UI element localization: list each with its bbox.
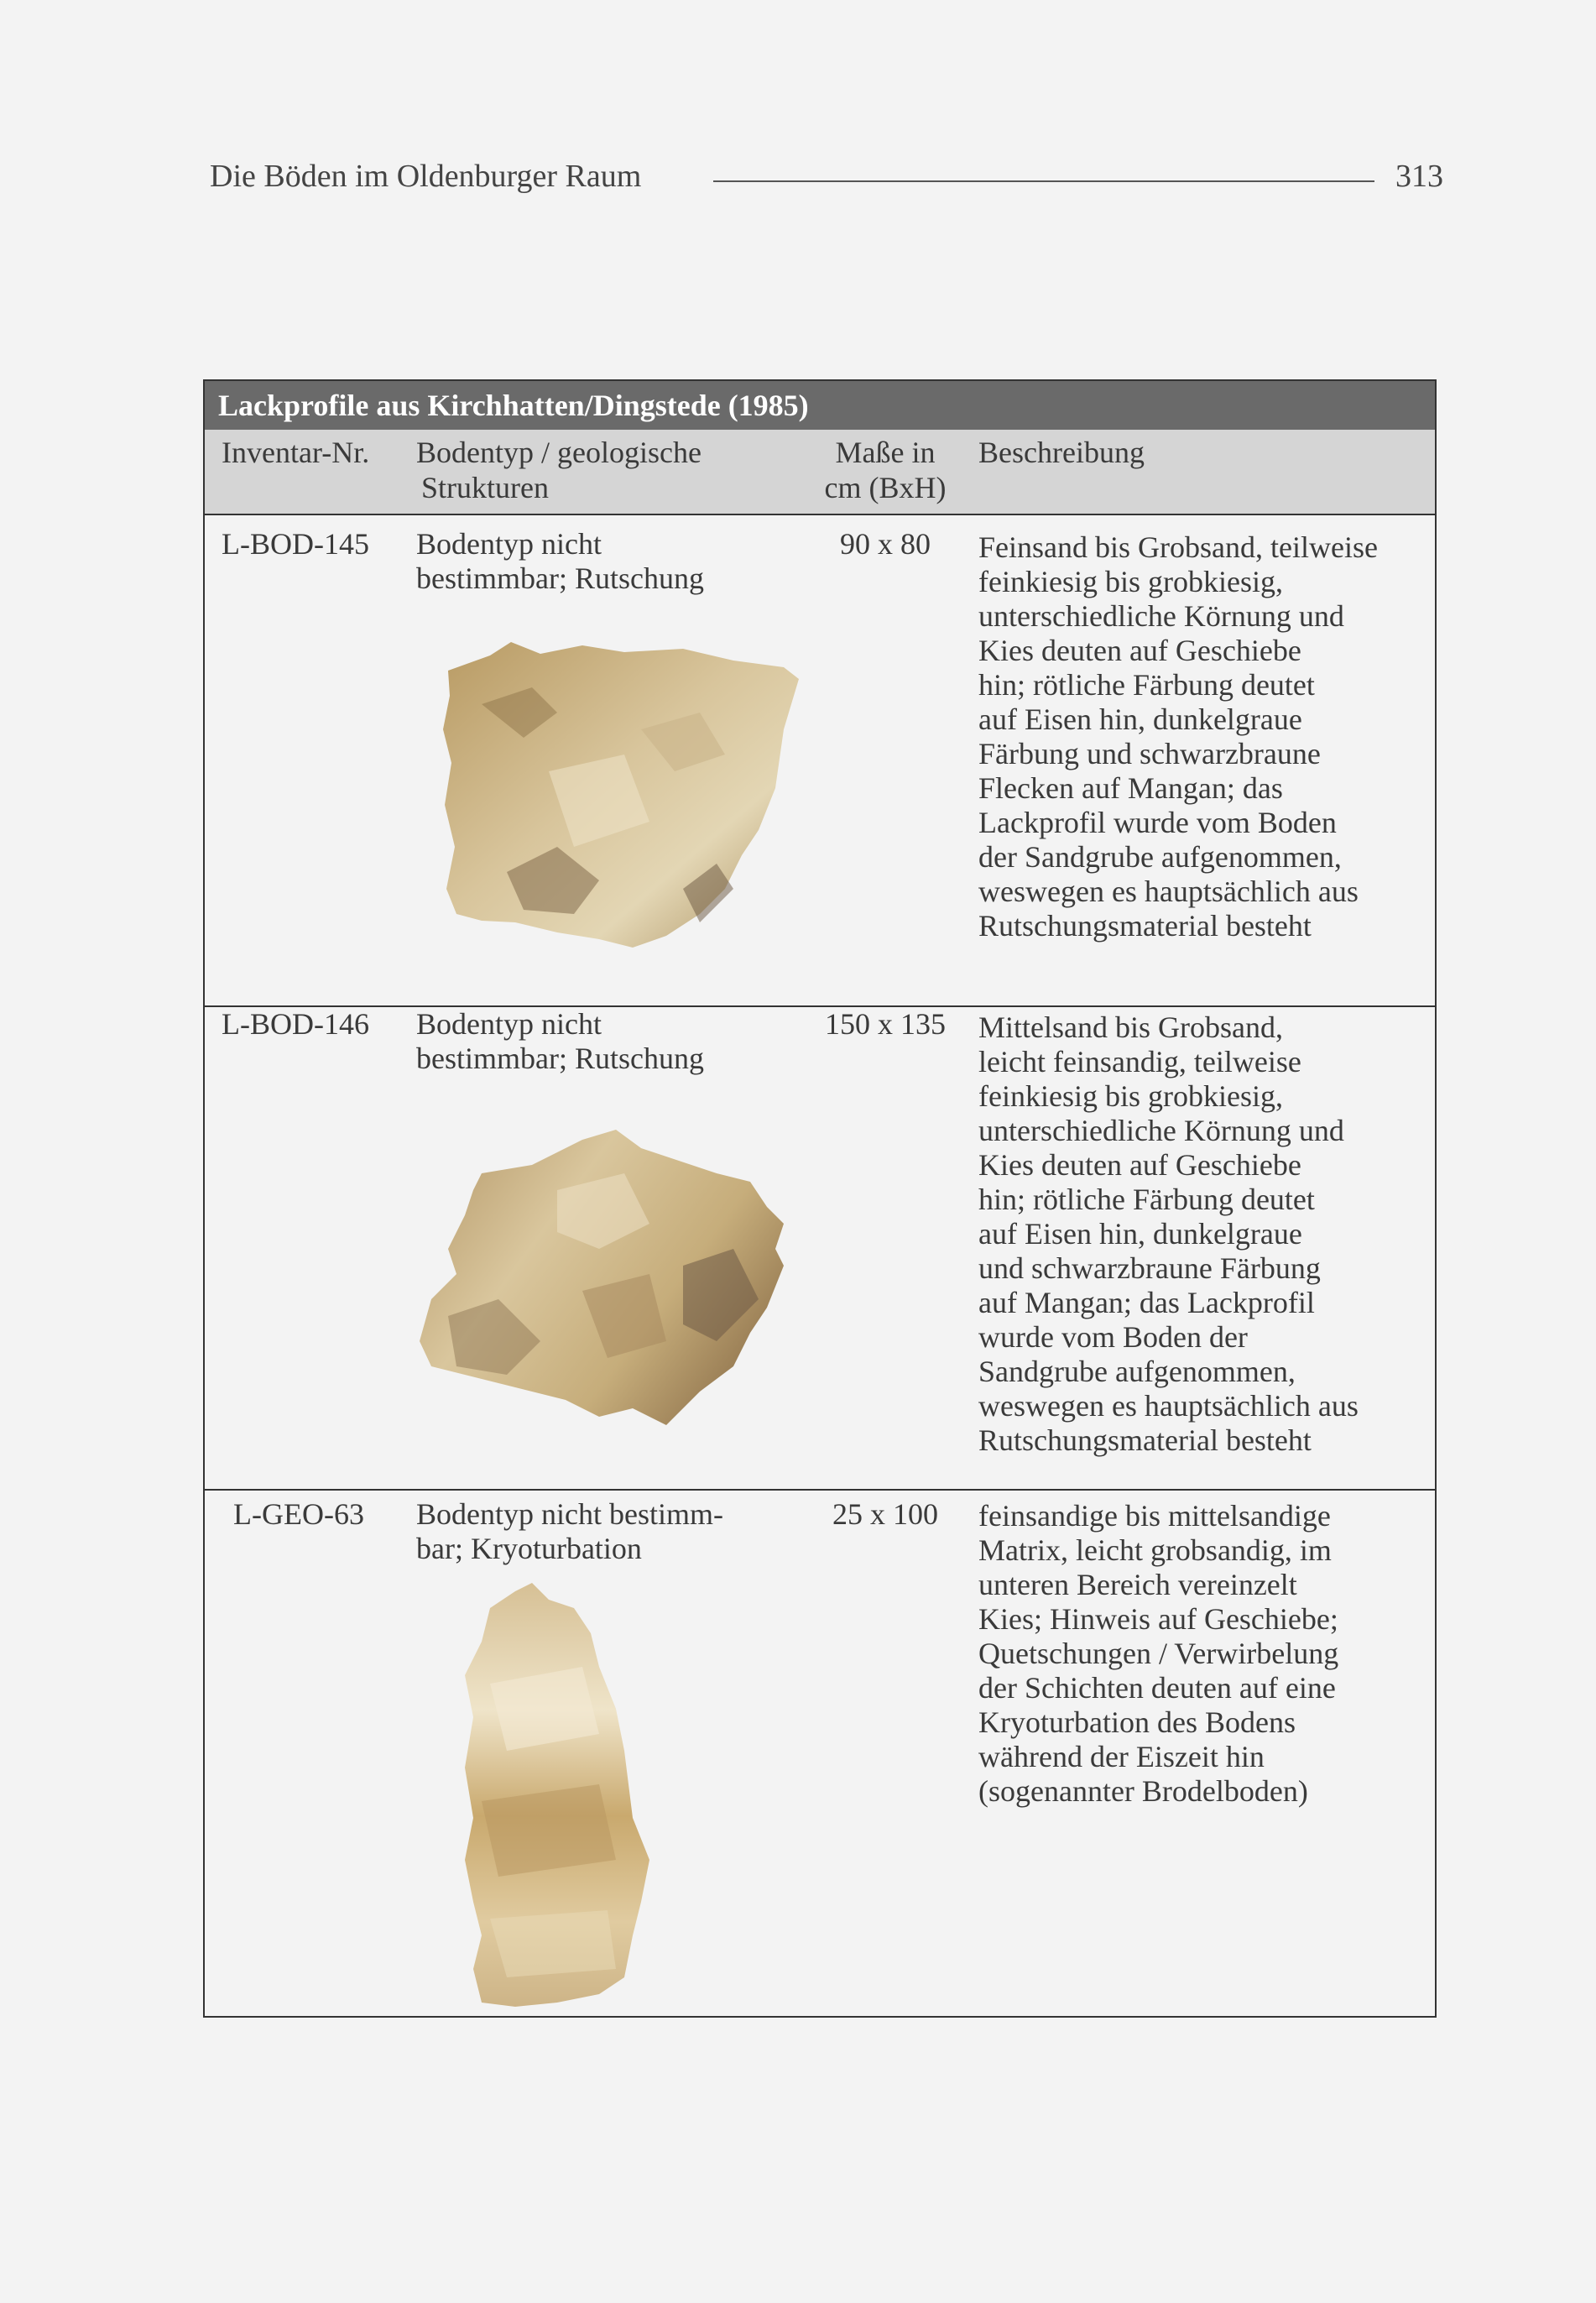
page-number: 313 [1395, 159, 1443, 194]
description-line: Kies deuten auf Geschiebe [978, 634, 1301, 667]
description-line: unterschiedliche Körnung und [978, 599, 1344, 633]
description-line: weswegen es hauptsächlich aus [978, 1389, 1359, 1423]
description-line: Kryoturbation des Bodens [978, 1705, 1296, 1739]
lackprofil-specimen-image [431, 637, 801, 953]
dimensions: 25 x 100 [832, 1497, 938, 1531]
description-line: Kies deuten auf Geschiebe [978, 1148, 1301, 1182]
description-line: Mittelsand bis Grobsand, [978, 1010, 1283, 1044]
description-line: Rutschungsmaterial besteht [978, 1423, 1312, 1457]
description-line: wurde vom Boden der [978, 1320, 1248, 1354]
soil-type [416, 1497, 769, 1566]
column-header-size-line1: Maße in [835, 436, 936, 469]
description-line: unteren Bereich vereinzelt [978, 1568, 1297, 1601]
column-header-soil-type [416, 435, 769, 505]
inventory-number: L-BOD-145 [222, 527, 369, 561]
column-header-size [807, 435, 963, 505]
description-line: hin; rötliche Färbung deutet [978, 668, 1315, 702]
description [978, 1010, 1432, 1458]
soil-type [416, 527, 769, 596]
inventory-number: L-BOD-146 [222, 1007, 369, 1041]
table-header-row [205, 430, 1435, 515]
column-header-inventory: Inventar-Nr. [222, 436, 370, 469]
inventory-number: L-GEO-63 [233, 1497, 364, 1531]
description [978, 530, 1432, 943]
description-line: unterschiedliche Körnung und [978, 1114, 1344, 1147]
column-header-soil-type-line2: Strukturen [421, 471, 549, 504]
description-line: während der Eiszeit hin [978, 1740, 1265, 1773]
table-row [205, 1007, 1435, 1491]
description [978, 1499, 1432, 1809]
header-rule [713, 180, 1374, 182]
description-line: feinsandige bis mittelsandige [978, 1499, 1331, 1533]
description-line: weswegen es hauptsächlich aus [978, 875, 1359, 908]
description-line: Quetschungen / Verwirbelung [978, 1637, 1339, 1670]
description-line: (sogenannter Brodelboden) [978, 1774, 1308, 1808]
soil-type [416, 1007, 769, 1076]
description-line: auf Eisen hin, dunkelgraue [978, 1217, 1302, 1251]
lackprofil-specimen-image [415, 1123, 817, 1434]
description-line: Sandgrube aufgenommen, [978, 1355, 1296, 1388]
soil-type-line: bar; Kryoturbation [416, 1532, 642, 1565]
dimensions: 90 x 80 [840, 527, 931, 561]
column-header-size-line2: cm (BxH) [824, 471, 947, 504]
lackprofile-table [203, 379, 1437, 2018]
description-line: auf Eisen hin, dunkelgraue [978, 702, 1302, 736]
description-line: feinkiesig bis grobkiesig, [978, 565, 1283, 598]
description-line: Rutschungsmaterial besteht [978, 909, 1312, 943]
soil-type-line: Bodentyp nicht [416, 527, 602, 561]
description-line: und schwarzbraune Färbung [978, 1251, 1321, 1285]
description-line: auf Mangan; das Lackprofil [978, 1286, 1315, 1319]
table-row [205, 515, 1435, 1007]
running-header [210, 158, 1443, 200]
description-line: der Sandgrube aufgenommen, [978, 840, 1342, 874]
soil-type-line: Bodentyp nicht [416, 1007, 602, 1041]
soil-type-line: bestimmbar; Rutschung [416, 1042, 704, 1075]
table-row [205, 1491, 1435, 2018]
description-line: der Schichten deuten auf eine [978, 1671, 1336, 1705]
dimensions: 150 x 135 [825, 1007, 946, 1041]
description-line: Feinsand bis Grobsand, teilweise [978, 530, 1378, 564]
description-line: hin; rötliche Färbung deutet [978, 1183, 1315, 1216]
column-header-soil-type-line1: Bodentyp / geologische [416, 436, 702, 469]
description-line: leicht feinsandig, teilweise [978, 1045, 1301, 1078]
lackprofil-specimen-image [456, 1583, 658, 2013]
description-line: Kies; Hinweis auf Geschiebe; [978, 1602, 1338, 1636]
soil-type-line: bestimmbar; Rutschung [416, 561, 704, 595]
description-line: Lackprofil wurde vom Boden [978, 806, 1337, 839]
running-title: Die Böden im Oldenburger Raum [210, 159, 642, 194]
soil-type-line: Bodentyp nicht bestimm- [416, 1497, 723, 1531]
description-line: Färbung und schwarzbraune [978, 737, 1321, 770]
description-line: Flecken auf Mangan; das [978, 771, 1283, 805]
description-line: Matrix, leicht grobsandig, im [978, 1533, 1332, 1567]
table-caption: Lackprofile aus Kirchhatten/Dingstede (1985) [205, 381, 1435, 430]
description-line: feinkiesig bis grobkiesig, [978, 1079, 1283, 1113]
column-header-description: Beschreibung [978, 436, 1145, 469]
